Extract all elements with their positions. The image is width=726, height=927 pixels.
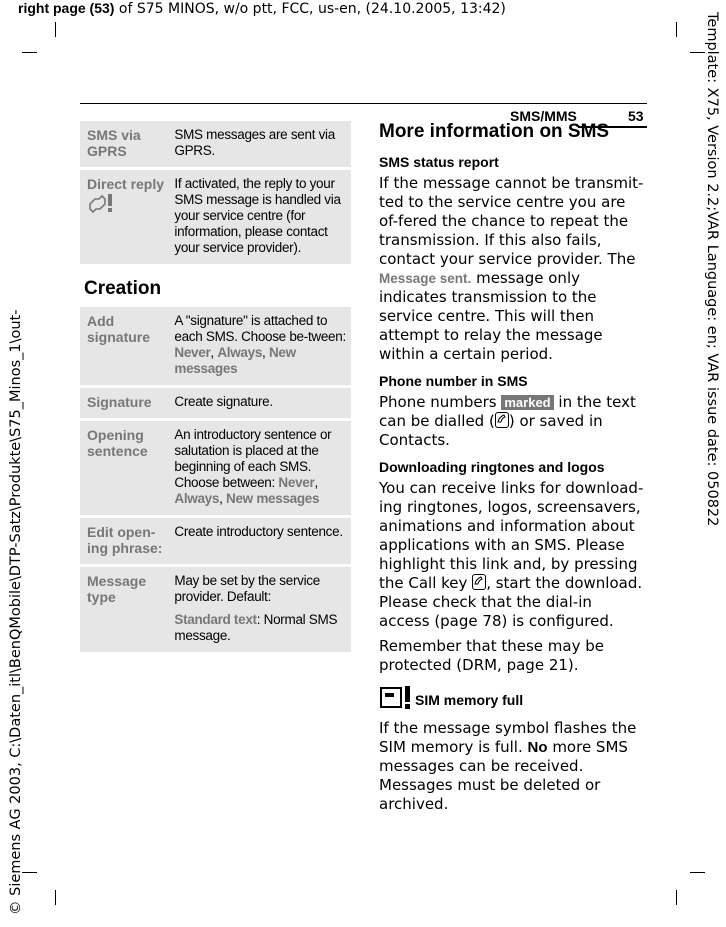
row-value: An introductory sentence or salutation is placed at the beginning of each SMS. Choose between: Never, Always, New messages [174,427,332,506]
row-value: A "signature" is attached to each SMS. Choose be-tween: Never, Always, New messages [174,313,346,376]
print-info-rest: of S75 MINOS, w/o ptt, FCC, us-en, (24.10.2005, 13:42) [114,1,506,17]
call-key-icon [495,412,509,428]
table-row [80,388,351,418]
call-key-icon [472,574,486,590]
downloading-text [379,479,647,631]
table-row [80,170,351,264]
phone-number-title: Phone number in SMS [379,373,528,389]
row-value [168,573,351,644]
copyright-side-text: © Siemens AG 2003, C:\Daten_itl\BenQMobile\DTP-Satz\Produkte\S75_Minos_1\out- [8,309,24,915]
more-info-heading: More information on SMS [379,121,610,142]
status-text-2: message only indicates transmission to the service centre. This will then attempt to relay the message within a certain period. [379,269,603,363]
settings-table-creation [80,307,351,655]
drm-text: Remember that these may be protected (DRM, page 21). [379,637,604,674]
row-key: Opening sentence [87,427,148,459]
row-value-text: An introductory sentence or salutation is placed at the beginning of each SMS. Choose between: [174,427,332,490]
phone-text-3: ) or saved in Contacts. [379,412,603,449]
crop-mark [690,872,705,873]
sim-bold-no: No [527,739,548,756]
dl-text-1: You can receive links for download-ing ringtones, logos, screensavers, animations and information about applications with an SMS. Please highlight this link and, by pressing the Call key [379,479,644,592]
row-key [80,176,168,256]
row-key: Add signature [87,313,151,345]
marked-highlight: marked [501,395,553,410]
option-new-messages: New messages [174,345,296,376]
sim-memory-heading [379,685,647,715]
sim-text-1: If the message symbol flashes the SIM memory is full. [379,719,637,756]
phone-text-1: Phone numbers [379,393,497,411]
status-report-title: SMS status report [379,154,499,170]
print-info-line [18,0,506,17]
settings-table-top [80,121,351,267]
table-row [80,421,351,515]
table-row [80,567,351,652]
option-never: Never [174,345,211,360]
status-report-text [379,174,647,364]
row-value: Create introductory sentence. [174,524,343,539]
header-rule [80,103,647,104]
phone-text-2: in the text can be dialled ( [379,393,636,430]
sim-memory-full-icon [379,685,413,715]
table-row [80,307,351,385]
crop-mark [22,872,37,873]
print-info-bold: right page (53) [18,0,115,16]
row-value: SMS messages are sent via GPRS. [174,127,335,158]
creation-heading: Creation [84,278,162,299]
page-number: 53 [628,108,644,124]
downloading-title: Downloading ringtones and logos [379,459,605,475]
direct-reply-icon [87,201,117,217]
section-title: SMS/MMS [510,108,577,124]
template-side-text: Template: X75, Version 2.2;VAR Language: en; VAR issue date: 050822 [704,12,720,527]
crop-mark [676,890,677,905]
default-line [174,612,351,644]
row-key: Signature [87,394,152,410]
crop-mark [55,890,56,905]
row-key-label: Direct reply [87,176,165,192]
sim-memory-title: SIM memory full [415,692,524,708]
option-new-messages: New messages [226,491,320,506]
option-never: Never [278,475,315,490]
option-always: Always [174,491,220,506]
crop-mark [676,22,677,37]
row-key: SMS via GPRS [87,127,141,159]
status-text-1: If the message cannot be transmit-ted to the service centre you are of-fered the chance to repeat the transmission. If this also fails, contact your service provider. The [379,174,644,268]
phone-number-text [379,393,647,450]
option-always: Always [217,345,263,360]
sim-text-2: more SMS messages can be received. Messages must be deleted or archived. [379,738,628,813]
row-key: Edit open-ing phrase: [87,524,163,556]
row-value-text: May be set by the service provider. Default: [174,573,320,604]
table-row [80,121,351,167]
row-key: Message type [87,573,147,605]
crop-mark [55,22,56,37]
crop-mark [690,52,705,53]
sim-memory-text [379,719,647,814]
default-label: Standard text [174,612,257,627]
row-value: Create signature. [174,394,273,409]
right-column [379,154,647,814]
table-row [80,518,351,564]
default-value: : Normal SMS message. [174,612,338,643]
message-sent-softkey: Message sent. [379,271,472,286]
row-value-text: A "signature" is attached to each SMS. Choose be-tween: [174,313,346,344]
crop-mark [22,52,37,53]
row-value: If activated, the reply to your SMS message is handled via your service centre (for information, please contact your service provider). [174,176,341,255]
dl-text-2: , start the download. Please check that the dial-in access (page 78) is configured. [379,574,643,630]
